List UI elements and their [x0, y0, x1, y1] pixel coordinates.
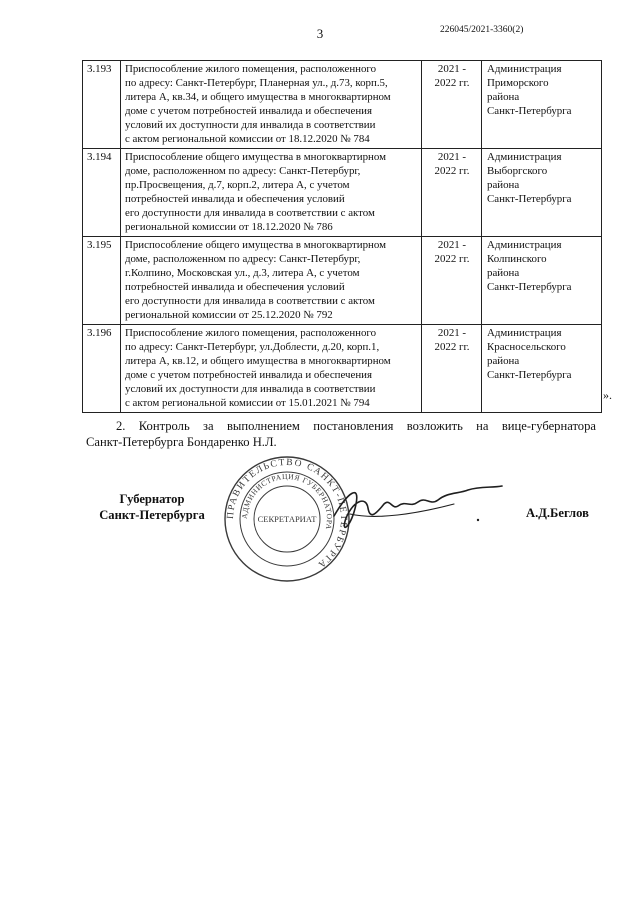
description-line: потребностей инвалида и обеспечения условий	[125, 193, 345, 205]
row-responsible	[482, 325, 602, 413]
period-line: 2021 -	[437, 239, 467, 251]
row-period	[422, 325, 482, 413]
paragraph-line-1: 2. Контроль за выполнением постановления возложить на вице-губернатора	[116, 419, 596, 433]
description-line: потребностей инвалида и обеспечения условий	[125, 281, 345, 293]
row-description	[121, 61, 422, 149]
responsible-line: района	[487, 355, 520, 367]
responsible-line: Красносельского	[487, 341, 566, 353]
description-line: пр.Просвещения, д.7, корп.2, литера А, с учетом	[125, 179, 350, 191]
description-line: доме с учетом потребностей инвалида и обеспечения	[125, 369, 373, 381]
description-line: его доступности для инвалида в соответствии с актом	[125, 207, 375, 219]
table-row	[83, 149, 602, 237]
description-line: по адресу: Санкт-Петербург, Планерная ул., д.73, корп.5,	[125, 77, 388, 89]
responsible-line: района	[487, 267, 520, 279]
control-paragraph	[86, 418, 596, 450]
description-line: Приспособление общего имущества в многоквартирном	[125, 239, 387, 251]
responsible-line: района	[487, 91, 520, 103]
row-responsible	[482, 61, 602, 149]
description-line: с актом региональной комиссии от 18.12.2020 № 784	[125, 133, 370, 145]
description-line: по адресу: Санкт-Петербург, ул.Доблести, д.20, корп.1,	[125, 341, 380, 353]
signer-name: А.Д.Беглов	[526, 506, 589, 520]
responsible-line: Санкт-Петербурга	[487, 281, 572, 293]
row-description	[121, 325, 422, 413]
description-line: доме, расположенном по адресу: Санкт-Петербург,	[125, 165, 361, 177]
row-description	[121, 149, 422, 237]
row-period	[422, 237, 482, 325]
period-line: 2022 гг.	[434, 77, 470, 89]
responsible-line: района	[487, 179, 520, 191]
row-number: 3.195	[83, 237, 121, 325]
signer-position	[88, 491, 216, 523]
row-responsible	[482, 149, 602, 237]
period-line: 2021 -	[437, 151, 467, 163]
responsible-line: Приморского	[487, 77, 549, 89]
row-responsible	[482, 237, 602, 325]
period-line: 2022 гг.	[434, 341, 470, 353]
description-line: условий их доступности для инвалида в соответствии	[125, 383, 376, 395]
responsible-line: Администрация	[487, 239, 562, 251]
description-line: региональной комиссии от 18.12.2020 № 786	[125, 221, 333, 233]
row-number: 3.194	[83, 149, 121, 237]
description-line: доме с учетом потребностей инвалида и обеспечения	[125, 105, 373, 117]
svg-text:ПРАВИТЕЛЬСТВО САНКТ-ПЕТЕРБУРГА: ПРАВИТЕЛЬСТВО САНКТ-ПЕТЕРБУРГА	[225, 457, 349, 570]
description-line: Приспособление жилого помещения, расположенного	[125, 63, 377, 75]
description-line: региональной комиссии от 25.12.2020 № 792	[125, 309, 333, 321]
responsible-line: Санкт-Петербурга	[487, 369, 572, 381]
period-line: 2021 -	[437, 63, 467, 75]
period-line: 2022 гг.	[434, 165, 470, 177]
description-line: Приспособление общего имущества в многоквартирном	[125, 151, 387, 163]
svg-text:СЕКРЕТАРИАТ: СЕКРЕТАРИАТ	[257, 514, 317, 524]
signer-position-line-1: Губернатор	[119, 492, 185, 506]
responsible-line: Администрация	[487, 151, 562, 163]
table-row	[83, 237, 602, 325]
description-line: его доступности для инвалида в соответствии с актом	[125, 295, 375, 307]
description-line: литера А, кв.12, и общего имущества в многоквартирном	[125, 355, 391, 367]
closing-quote-mark: ».	[603, 388, 612, 402]
document-number: 226045/2021-3360(2)	[440, 25, 524, 35]
description-line: г.Колпино, Московская ул., д.3, литера А, с учетом	[125, 267, 360, 279]
row-period	[422, 61, 482, 149]
page-number: 3	[316, 26, 324, 41]
signer-position-line-2: Санкт-Петербурга	[99, 508, 205, 522]
responsible-line: Санкт-Петербурга	[487, 193, 572, 205]
row-period	[422, 149, 482, 237]
table-row	[83, 61, 602, 149]
responsible-line: Колпинского	[487, 253, 547, 265]
responsible-line: Администрация	[487, 63, 562, 75]
responsible-line: Администрация	[487, 327, 562, 339]
paragraph-line-2: Санкт-Петербурга Бондаренко Н.Л.	[86, 435, 277, 449]
measures-table	[82, 60, 602, 413]
svg-text:АДМИНИСТРАЦИЯ ГУБЕРНАТОРА: АДМИНИСТРАЦИЯ ГУБЕРНАТОРА	[239, 471, 335, 531]
table-row	[83, 325, 602, 413]
description-line: литера А, кв.34, и общего имущества в многоквартирном	[125, 91, 391, 103]
responsible-line: Санкт-Петербурга	[487, 105, 572, 117]
row-number: 3.193	[83, 61, 121, 149]
description-line: доме, расположенном по адресу: Санкт-Петербург,	[125, 253, 361, 265]
period-line: 2021 -	[437, 327, 467, 339]
description-line: Приспособление жилого помещения, расположенного	[125, 327, 377, 339]
responsible-line: Выборгского	[487, 165, 548, 177]
row-number: 3.196	[83, 325, 121, 413]
description-line: условий их доступности для инвалида в соответствии	[125, 119, 376, 131]
period-line: 2022 гг.	[434, 253, 470, 265]
description-line: с актом региональной комиссии от 15.01.2021 № 794	[125, 397, 370, 409]
row-description	[121, 237, 422, 325]
handwritten-signature	[326, 474, 506, 544]
